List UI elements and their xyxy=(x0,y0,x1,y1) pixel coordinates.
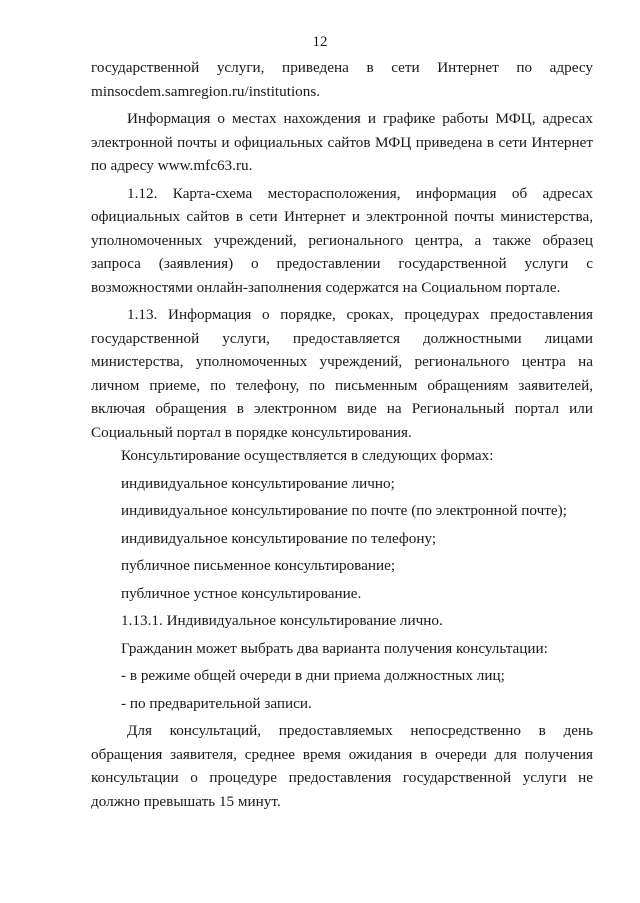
text-line: обращения заявителя, среднее время ожидания в очереди для получения xyxy=(91,745,593,763)
text-line: государственной услуги, предоставляется должностными лицами xyxy=(91,329,593,347)
list-item: Консультирование осуществляется в следующих формах: xyxy=(121,447,494,464)
text-line: по адресу www.mfc63.ru. xyxy=(91,157,253,174)
page-number: 12 xyxy=(312,34,328,50)
text-line: возможностями онлайн-заполнения содержатся на Социальном портале. xyxy=(91,278,561,296)
paragraph-1-13 xyxy=(91,303,593,444)
text-line: 1.13. Информация о порядке, сроках, процедурах предоставления xyxy=(127,306,593,323)
text-line: Информация о местах нахождения и графике работы МФЦ, адресах xyxy=(127,110,593,127)
list-item: публичное письменное консультирование; xyxy=(121,557,396,574)
list-item: - по предварительной записи. xyxy=(121,694,312,712)
list-item: индивидуальное консультирование по почте (по электронной почте); xyxy=(121,502,567,519)
paragraph-mfc-info xyxy=(91,107,593,178)
text-line: запроса (заявления) о предоставлении государственной услуги с xyxy=(91,255,593,272)
text-line: minsocdem.samregion.ru/institutions. xyxy=(91,82,321,100)
paragraph-1-12 xyxy=(91,182,593,300)
text-line: консультации о процедуре предоставления государственной услуги не xyxy=(91,769,593,786)
text-line: министерства, уполномоченных учреждений, регионального центра на xyxy=(91,353,593,370)
text-line: личном приеме, по телефону, по письменным обращениям заявителей, xyxy=(91,376,593,394)
text-line: Социальный портал в порядке консультирования. xyxy=(91,423,412,441)
consultation-forms-list xyxy=(91,444,593,715)
text-line: 1.12. Карта-схема месторасположения, информация об адресах xyxy=(127,184,593,202)
text-line: должно превышать 15 минут. xyxy=(91,792,281,810)
document-body xyxy=(91,56,593,813)
paragraph-waiting-time xyxy=(91,719,593,813)
section-heading-1-13-1: 1.13.1. Индивидуальное консультирование лично. xyxy=(121,612,443,629)
list-item: индивидуальное консультирование по телефону; xyxy=(121,529,437,547)
list-item: - в режиме общей очереди в дни приема должностных лиц; xyxy=(121,667,505,684)
text-line: включая обращения в электронном виде на Региональный портал или xyxy=(91,400,593,417)
text-line: электронной почты и официальных сайтов МФЦ приведена в сети Интернет xyxy=(91,133,593,151)
paragraph-service-address xyxy=(91,56,593,103)
text-line: официальных сайтов в сети Интернет и электронной почты министерства, xyxy=(91,208,593,225)
text-line: Для консультаций, предоставляемых непосредственно в день xyxy=(127,722,593,739)
text-line: уполномоченных учреждений, регионального центра, а также образец xyxy=(91,231,593,249)
list-item: Гражданин может выбрать два варианта получения консультации: xyxy=(121,639,548,657)
text-line: государственной услуги, приведена в сети Интернет по адресу xyxy=(91,59,593,76)
list-item: индивидуальное консультирование лично; xyxy=(121,474,395,492)
list-item: публичное устное консультирование. xyxy=(121,584,362,602)
